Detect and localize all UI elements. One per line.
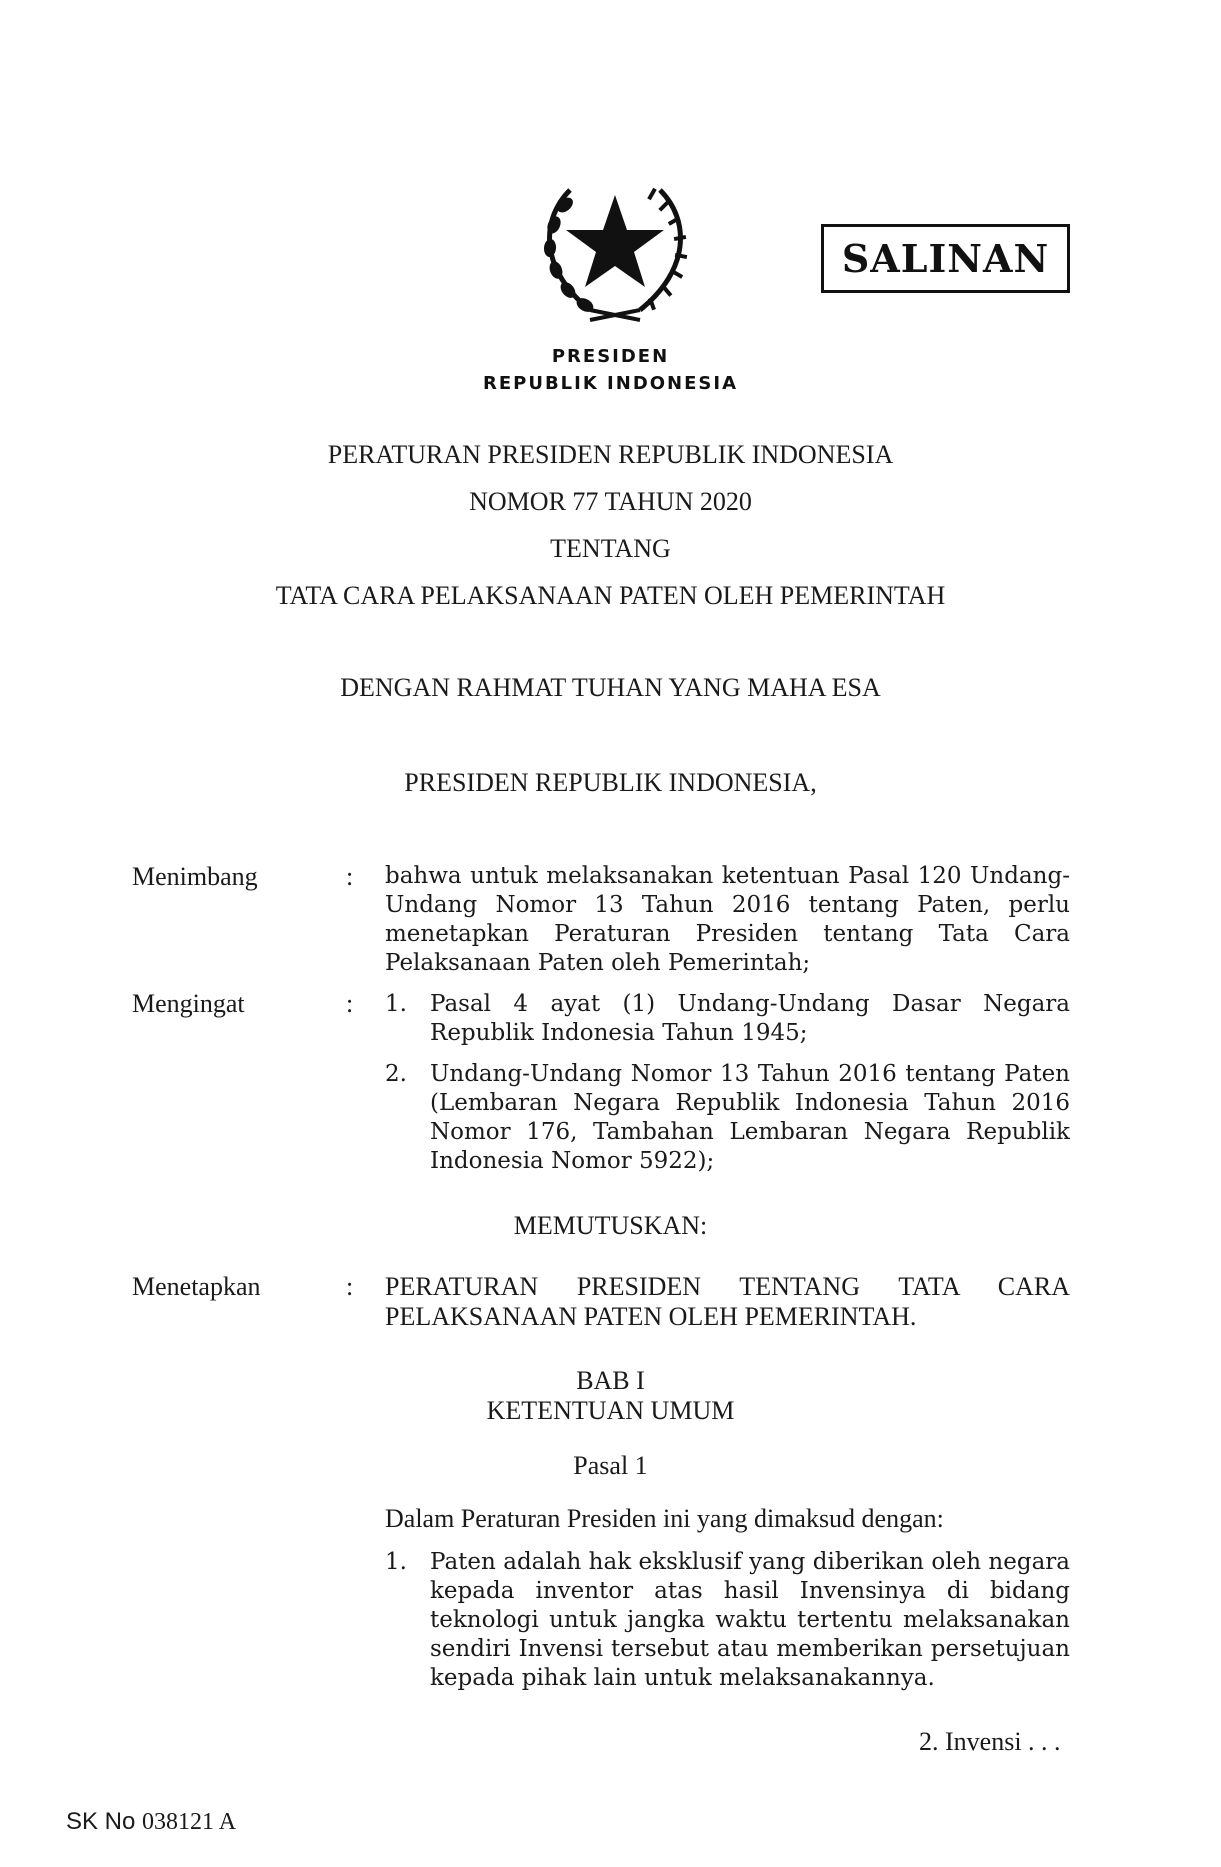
regulation-number: NOMOR 77 TAHUN 2020: [469, 487, 752, 516]
tentang-label: TENTANG: [550, 534, 671, 563]
salinan-stamp: [821, 224, 1070, 293]
preamble-president: PRESIDEN REPUBLIK INDONESIA,: [404, 768, 817, 797]
document-code-prefix: SK No: [66, 1808, 136, 1835]
salinan-text: SALINAN: [841, 236, 1050, 281]
page-continuation: 2. Invensi . . .: [919, 1727, 1061, 1756]
bab-title: BAB I: [576, 1366, 645, 1395]
pasal-intro: Dalam Peraturan Presiden ini yang dimaksud dengan:: [385, 1504, 944, 1533]
pasal-heading: Pasal 1: [573, 1451, 648, 1480]
menetapkan-colon: :: [346, 1272, 354, 1301]
definition-number: 1.: [385, 1549, 407, 1575]
mengingat-item-number: 1.: [385, 991, 407, 1017]
mengingat-item-text: Pasal 4 ayat (1) Undang-Undang Dasar Negara Republik Indonesia Tahun 1945;: [430, 991, 1070, 1046]
bab-subtitle: KETENTUAN UMUM: [486, 1396, 735, 1425]
definition-text: Paten adalah hak eksklusif yang diberikan oleh negara kepada inventor atas hasil Invensinya di bidang teknologi untuk jangka waktu tertentu melaksanakan sendiri Invensi tersebut atau memberikan persetujuan kepada pihak lain untuk melaksanakannya.: [430, 1549, 1070, 1691]
menimbang-label: Menimbang: [132, 862, 258, 891]
regulation-title: PERATURAN PRESIDEN REPUBLIK INDONESIA: [327, 440, 894, 469]
memutuskan-heading: MEMUTUSKAN:: [513, 1211, 708, 1240]
menimbang-colon: :: [346, 862, 354, 891]
document-code: [66, 1808, 236, 1836]
emblem-label-republik: REPUBLIK INDONESIA: [482, 373, 739, 394]
emblem-label-presiden: PRESIDEN: [551, 346, 670, 367]
document-code-number: 038121 A: [142, 1809, 237, 1835]
mengingat-item-number: 2.: [385, 1061, 407, 1087]
menimbang-text: bahwa untuk melaksanakan ketentuan Pasal 120 Undang-Undang Nomor 13 Tahun 2016 tentang Paten, perlu menetapkan Peraturan Presiden tentang Tata Cara Pelaksanaan Paten oleh Pemerintah;: [385, 863, 1070, 976]
mengingat-label: Mengingat: [132, 989, 245, 1018]
menetapkan-label: Menetapkan: [132, 1272, 261, 1301]
menetapkan-text: PERATURAN PRESIDEN TENTANG TATA CARA PELAKSANAAN PATEN OLEH PEMERINTAH.: [385, 1272, 1070, 1331]
preamble-rahmat: DENGAN RAHMAT TUHAN YANG MAHA ESA: [340, 673, 881, 702]
mengingat-colon: :: [346, 989, 354, 1018]
garuda-star-emblem-icon: [530, 160, 700, 330]
mengingat-item-text: Undang-Undang Nomor 13 Tahun 2016 tentang Paten (Lembaran Negara Republik Indonesia Tahun 2016 Nomor 176, Tambahan Lembaran Negara Republik Indonesia Nomor 5922);: [430, 1061, 1070, 1174]
regulation-subject: TATA CARA PELAKSANAAN PATEN OLEH PEMERINTAH: [275, 581, 946, 610]
